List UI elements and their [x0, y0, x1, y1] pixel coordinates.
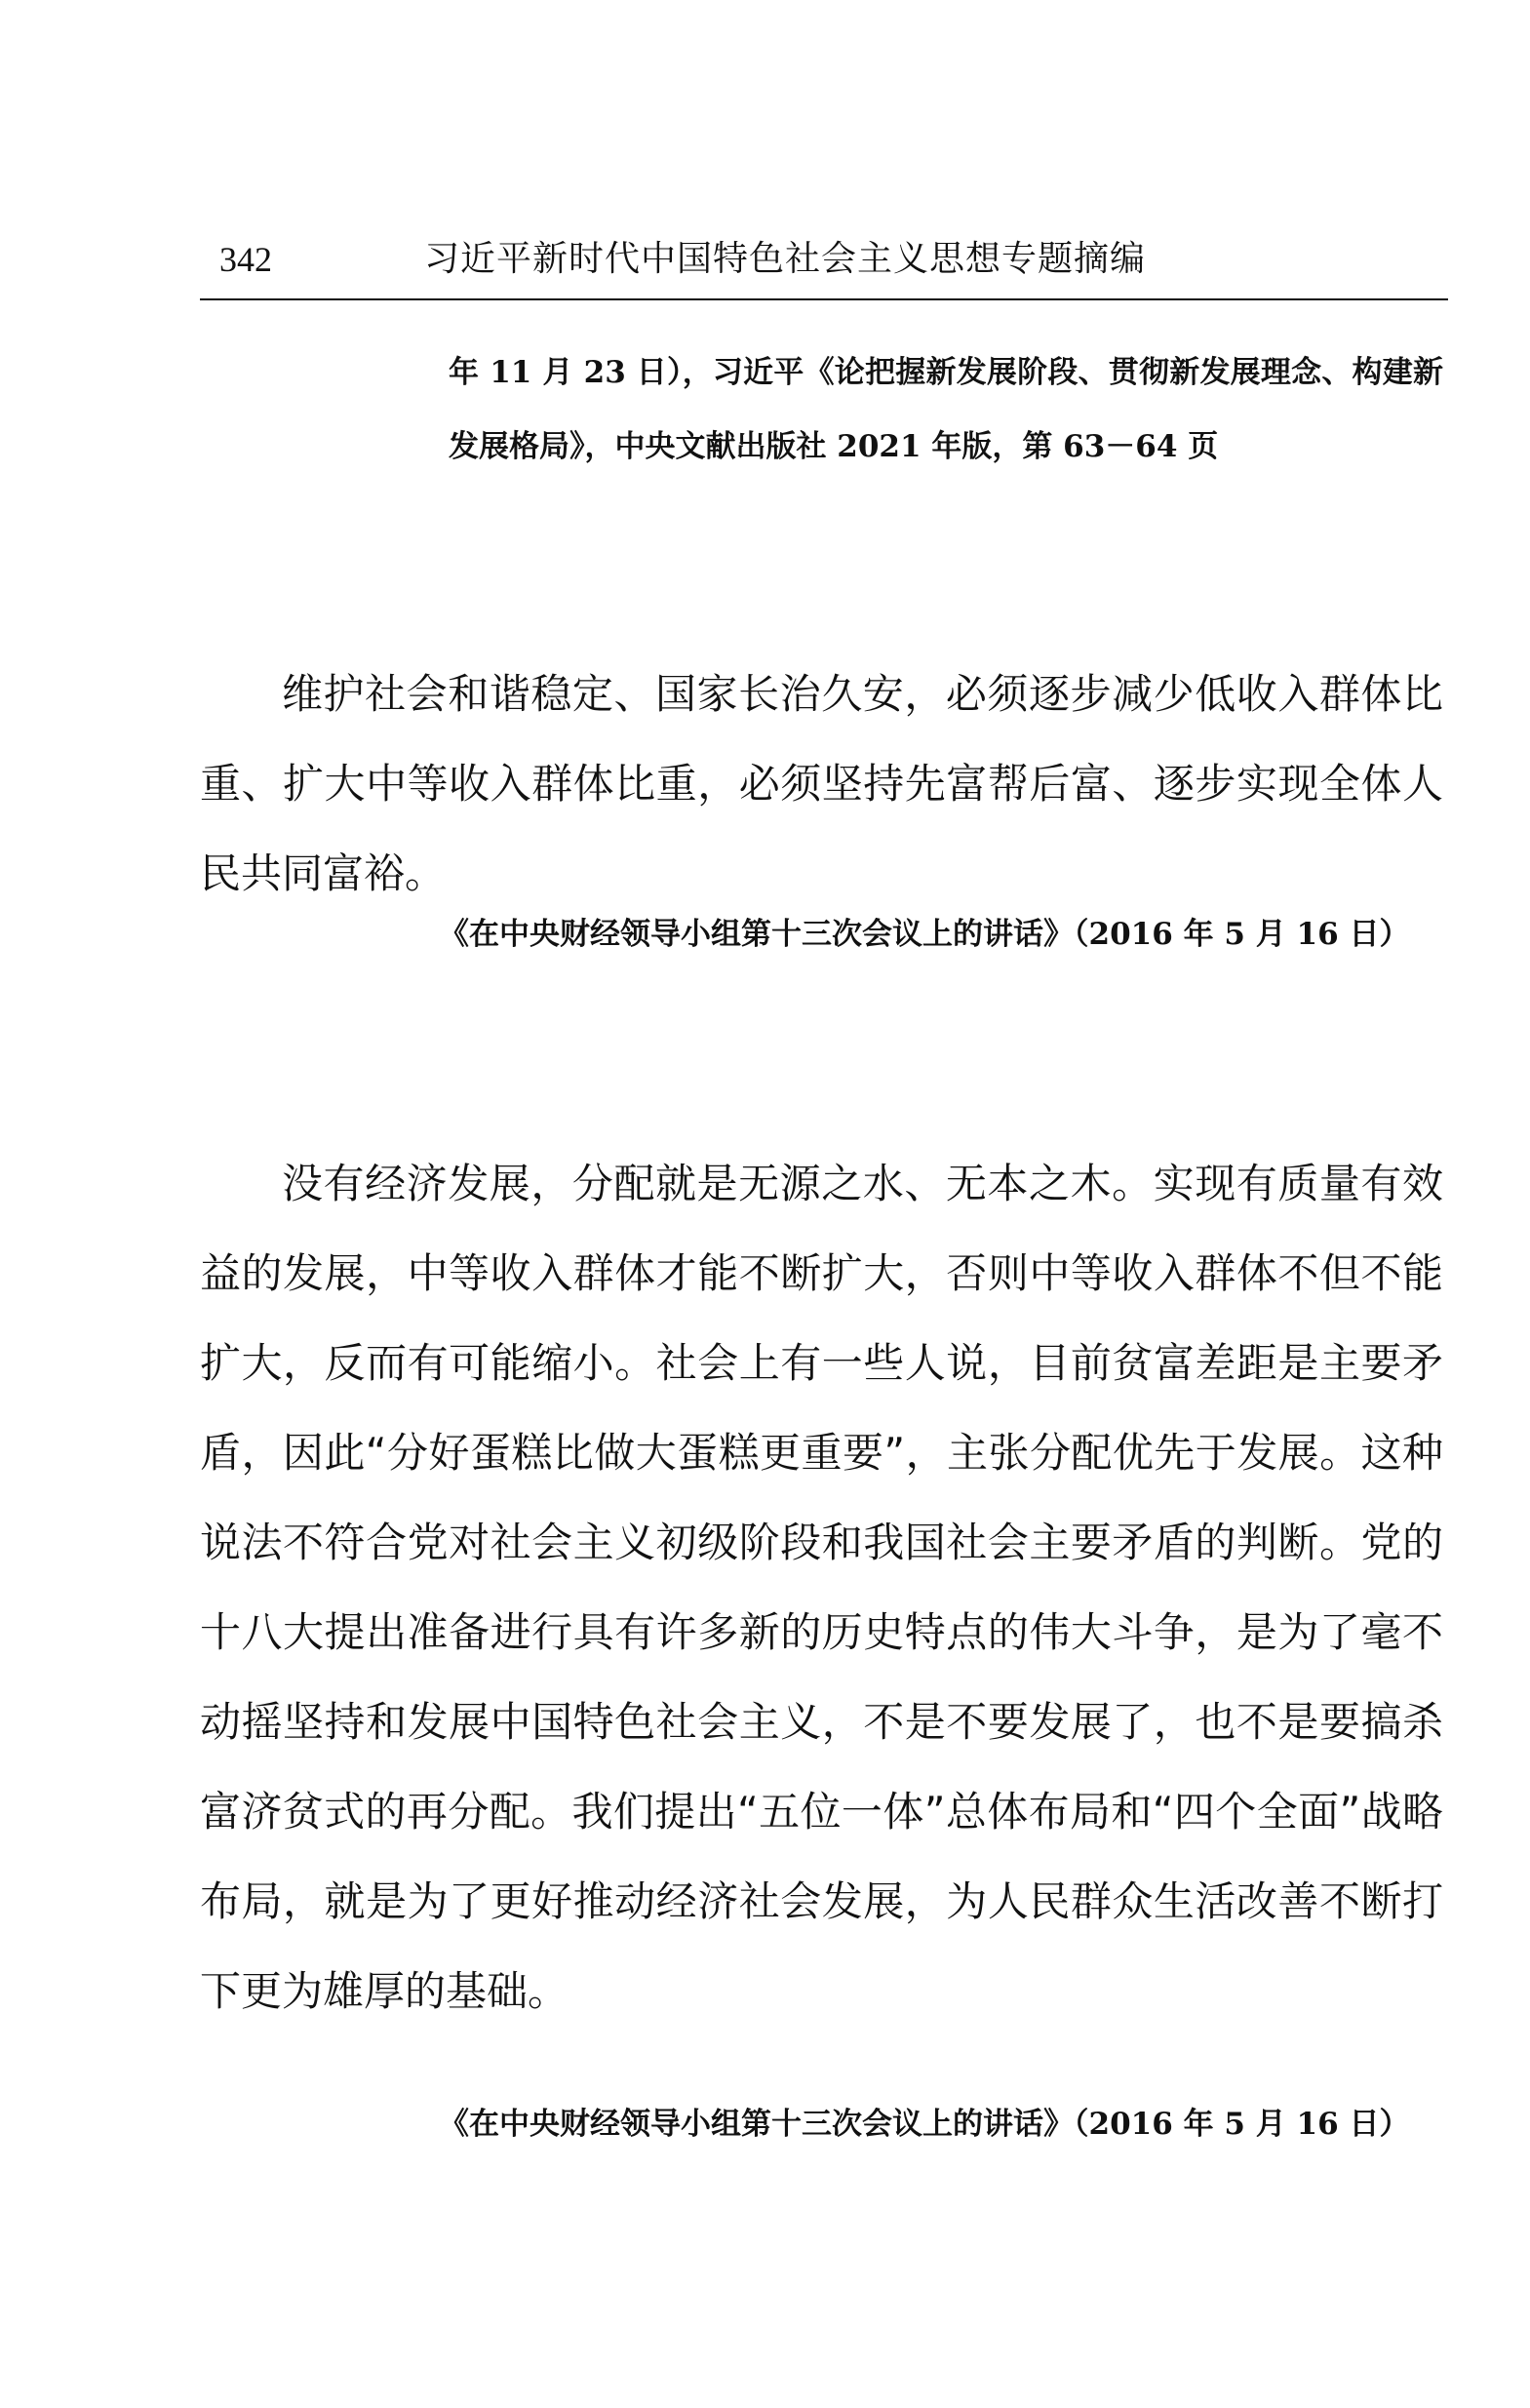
- page-number: 342: [219, 240, 272, 279]
- quotation-paragraph: 没有经济发展，分配就是无源之水、无本之木。实现有质量有效益的发展，中等收入群体才能不断扩大，否则中等收入群体不但不能扩大，反而有可能缩小。社会上有一些人说，目前贫富差距是主要矛盾，因此“分好蛋糕比做大蛋糕更重要”，主张分配优先于发展。这种说法不符合党对社会主义初级阶段和我国社会主要矛盾的判断。党的十八大提出准备进行具有许多新的历史特点的伟大斗争，是为了毫不动摇坚持和发展中国特色社会主义，不是不要发展了，也不是要搞杀富济贫式的再分配。我们提出“五位一体”总体布局和“四个全面”战略布局，就是为了更好推动经济社会发展，为人民群众生活改善不断打下更为雄厚的基础。: [200, 1160, 1443, 2015]
- book-title: 习近平新时代中国特色社会主义思想专题摘编: [424, 239, 1147, 279]
- source-citation: 《在中央财经领导小组第十三次会议上的讲话》（2016 年 5 月 16 日）: [439, 917, 1410, 952]
- header-divider: [200, 298, 1448, 300]
- running-header: [200, 230, 1448, 289]
- quotation-paragraph: 维护社会和谐稳定、国家长治久安，必须逐步减少低收入群体比重、扩大中等收入群体比重，必须坚持先富帮后富、逐步实现全体人民共同富裕。: [200, 670, 1443, 897]
- source-citation: 《在中央财经领导小组第十三次会议上的讲话》（2016 年 5 月 16 日）: [439, 2107, 1410, 2142]
- source-citation: 年 11 月 23 日），习近平《论把握新发展阶段、贯彻新发展理念、构建新发展格局》，中央文献出版社 2021 年版，第 63－64 页: [449, 355, 1443, 464]
